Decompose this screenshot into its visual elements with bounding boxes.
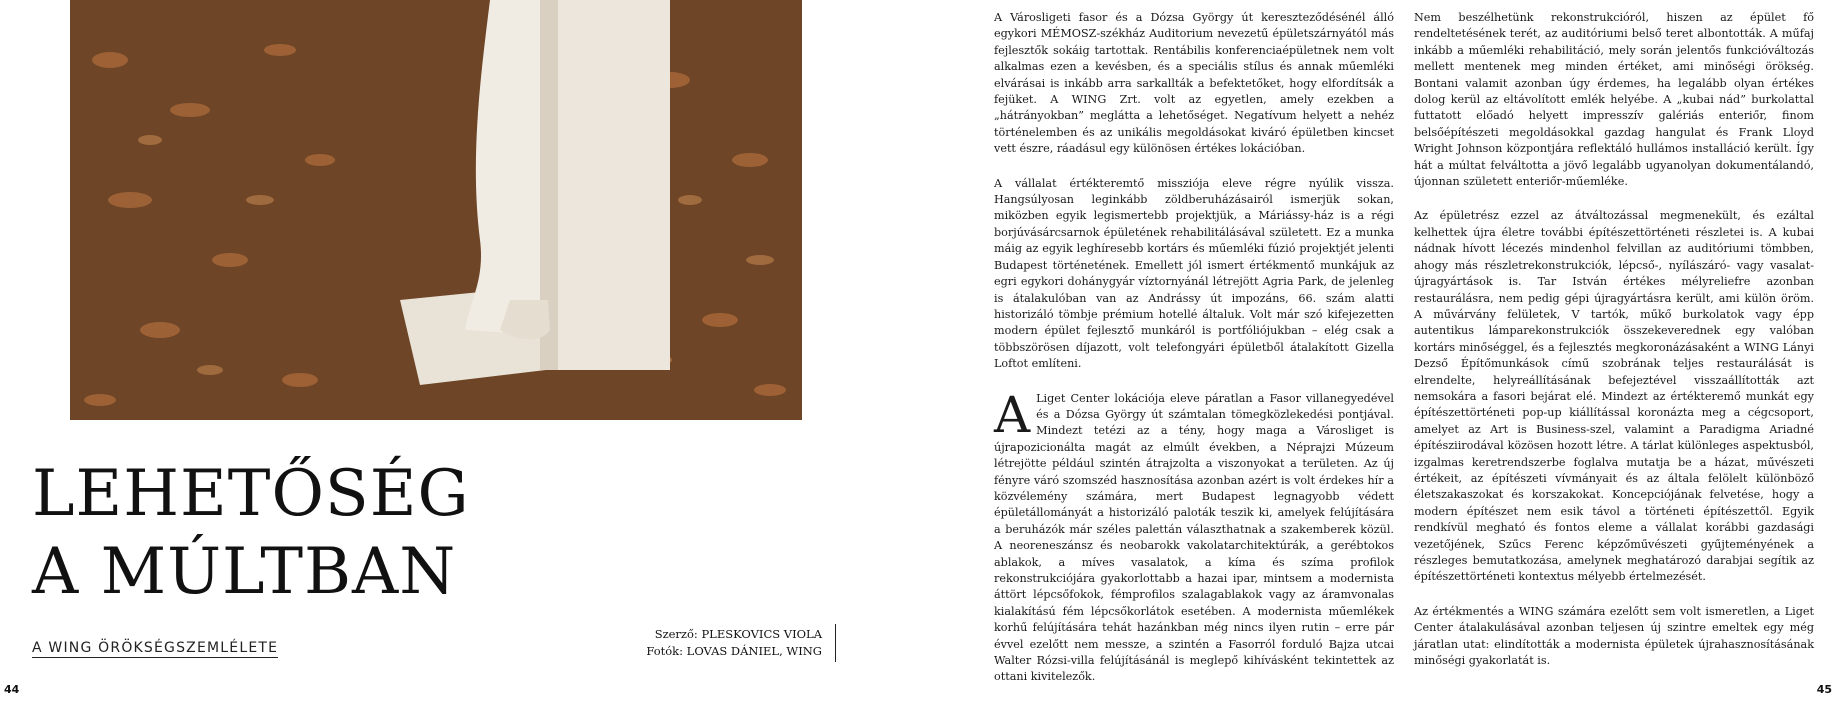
left-page — [0, 0, 920, 702]
subtitle: A WING ÖRÖKSÉGSZEMLÉLETE — [32, 640, 279, 656]
statue-photo-icon — [70, 0, 802, 420]
headline-line-1: LEHETŐSÉG — [32, 457, 470, 531]
headline-line-2: A MÚLTBAN — [32, 535, 457, 609]
credits-divider — [835, 624, 836, 662]
text-column-2 — [1414, 10, 1814, 687]
author-credit: Szerző: PLESKOVICS VIOLA — [654, 627, 822, 641]
page-number-left: 44 — [4, 683, 20, 696]
paragraph: Az épületrész ezzel az átváltozással megmenekült, és ezáltal kelhettek újra életre további építészettörténeti részletei is. A kubai nádnak hívott lécezés mindenhol felvillan az auditóriumi tömbben, ahogy más részletrekonstrukciók, lépcső-, nyílászáró- vagy vasalat-újragyártások is. Tar István értékes mélyreliefre azonban restaurálásra, nem pedig gépi újragyártásra került, ami külön öröm. A művárvány felületek, V tartók, műkő burkolatok vagy épp autentikus lámparekonstrukciók összekeverednek egy valóban kortárs minőséggel, és a fejlesztés megkoronázásaként a WING Lányi Dezső Építőmunkások című szobrának teljes restaurálását is elrendelte, helyreállításának befejeztével visszaállították azt nemsokára a fasori bejárat elé. Mindezt az értékteremő munkát egy építészettörténeti pop-up kiállítással koronázta meg a cégcsoport, amelyet az Art is Business-szel, valamint a Paradigma Ariadné építésziirodával közösen hozott létre. A tárlat különleges aspektusból, izgalmas keretrendszerbe foglalva mutatja be a házat, művészeti értékeit, az építészeti vívmányait és az általa felölelt különböző életszakaszokat és korszakokat. Koncepciójának felvetése, hogy a modern építészet nem esik távol a történeti építészettől. Egyik rendkívül megható és fontos eleme a vállalat korábbi gazdasági vezetőjének, Szűcs Ferenc képzőművészeti gyűjteményének a részleges bemutatkozása, amelynek meghatározó darabjai segítik az építészettörténeti kontextus mélyebb értelmezését. — [1414, 209, 1814, 584]
paragraph — [994, 385, 1394, 686]
right-page — [920, 0, 1840, 702]
page-title — [32, 455, 470, 611]
photo-credit: Fotók: LOVAS DÁNIEL, WING — [646, 644, 822, 658]
paragraph: A vállalat értékteremtő missziója eleve régre nyúlik vissza. Hangsúlyosan leginkább zöldberuházásairól ismerjük sokan, miközben egyik legismertebb projektjük, a Máriássy-ház is a régi borjúvásárcsarnok épületének rehabilitálásával született. Ez a munka máig az egyik leghíresebb kortárs és műemléki fúzió projektjét jelenti Budapest történetének. Emellett jól ismert értékmentő munkájuk az egri egykori dohánygyár víztornyánál létrejött Agria Park, de jelenleg is átalakulóban van az Andrássy út impozáns, 66. szám alatti historizáló tömbje prémium hotellé általuk. Volt már szó kifejezetten modern épület fejlesztő munkáról is portfóliójukban – elég csak a többszörösen díjazott, volt telefongyári épületből átalakított Gizella Loftot említeni. — [994, 176, 1394, 371]
page-number-right: 45 — [1816, 683, 1832, 696]
credits — [590, 626, 822, 660]
paragraph: Nem beszélhetünk rekonstrukcióról, hiszen az épület fő rendeltetésének terét, az auditóriumi belső teret albontották. A műfaj inkább a műemléki rehabilitáció, mely során jelentős funkcióváltozás mellett mentenek meg minden értéket, ami minőségi örökség. Bontani valamit azonban úgy érdemes, ha legalább olyan értékes dolog kerül az eltávolított emlék helyébe. A „kubai nád” burkolattal futtatott előadó helyett impresszív galériás enteriőr, finom belsőépítészeti megoldásokkal gazdag hangulat és Frank Lloyd Wright Johnson központjára reflektáló hullámos installáció került. Így hát a múltat felváltotta a jövő legalább ugyanolyan dokumentálandó, újonnan született enteriőr-műemléke. — [1414, 11, 1814, 189]
statue-photo — [70, 0, 802, 420]
paragraph: Az értékmentés a WING számára ezelőtt sem volt ismeretlen, a Liget Center átalakulásával azonban teljesen új szintre emeltek egy még járatlan utat: elindították a modernista épületek újrahasznosításának minőségi gyakorlatát is. — [1414, 604, 1814, 668]
text-column-1 — [994, 10, 1394, 704]
paragraph: A Városligeti fasor és a Dózsa György út kereszteződésénél álló egykori MÉMOSZ-székház Auditorium nevezetű épületszárnyától más fejlesztők sokáig tartottak. Rentábilis konferenciaépületnek nem volt alkalmas ezen a kevésben, és a speciális stílus és annak műemléki elvárásai is inkább arra sarkallták a befektetőket, hogy elfordítsák a fejüket. A WING Zrt. volt az egyetlen, amely ezekben a „hátrányokban” meglátta a lehetőséget. Negatívum helyett a nehéz történelemben és az unikális megoldásokat kiváró épületben kincset vett észre, ráadásul egy különösen értékes lokációban. — [994, 11, 1394, 156]
paragraph-text: Liget Center lokációja eleve páratlan a Fasor villanegyedével és a Dózsa György út számtalan tömegközlekedési pontjával. Mindezt tetézi az a tény, hogy maga a Városliget is újrapozicionálta magát az elmúlt években, a Néprajzi Múzeum létrejötte például szintén átrajzolta a viszonyokat a területen. Az új fényre váró szomszéd hasznosítása azonban azért is volt érdekes hír a közvélemény számára, mert Budapest legnagyobb védett épületállományát a historizáló paloták teszik ki, amelyek felújítására a beruházók már széles palettán választhatnak a szakemberek közül. A neoreneszánsz és neobarokk vakolatarchitektúrák, a gerébtokos ablakok, a míves vasalatok, a kíma és szíma profilok rekonstrukciójára gyakorlottabb a hazai ipar, mintsem a modernista áttört lépcsőfokok, fémprofilos szalagablakok vagy az áramvonalas kialakítású fém lépcsőkorlátok esetében. A modernista műemlékek korhű felújítására tehát hazánkban még nincs ilyen rutin – erre pár évvel ezelőtt nem messze, a szintén a Fasorról forduló Bajza utcai Walter Rózsi-villa felújításánál is meglepő kihívásként tekintettek az ottani kivitelezők. — [994, 391, 1394, 684]
drop-cap: A — [994, 385, 1031, 444]
